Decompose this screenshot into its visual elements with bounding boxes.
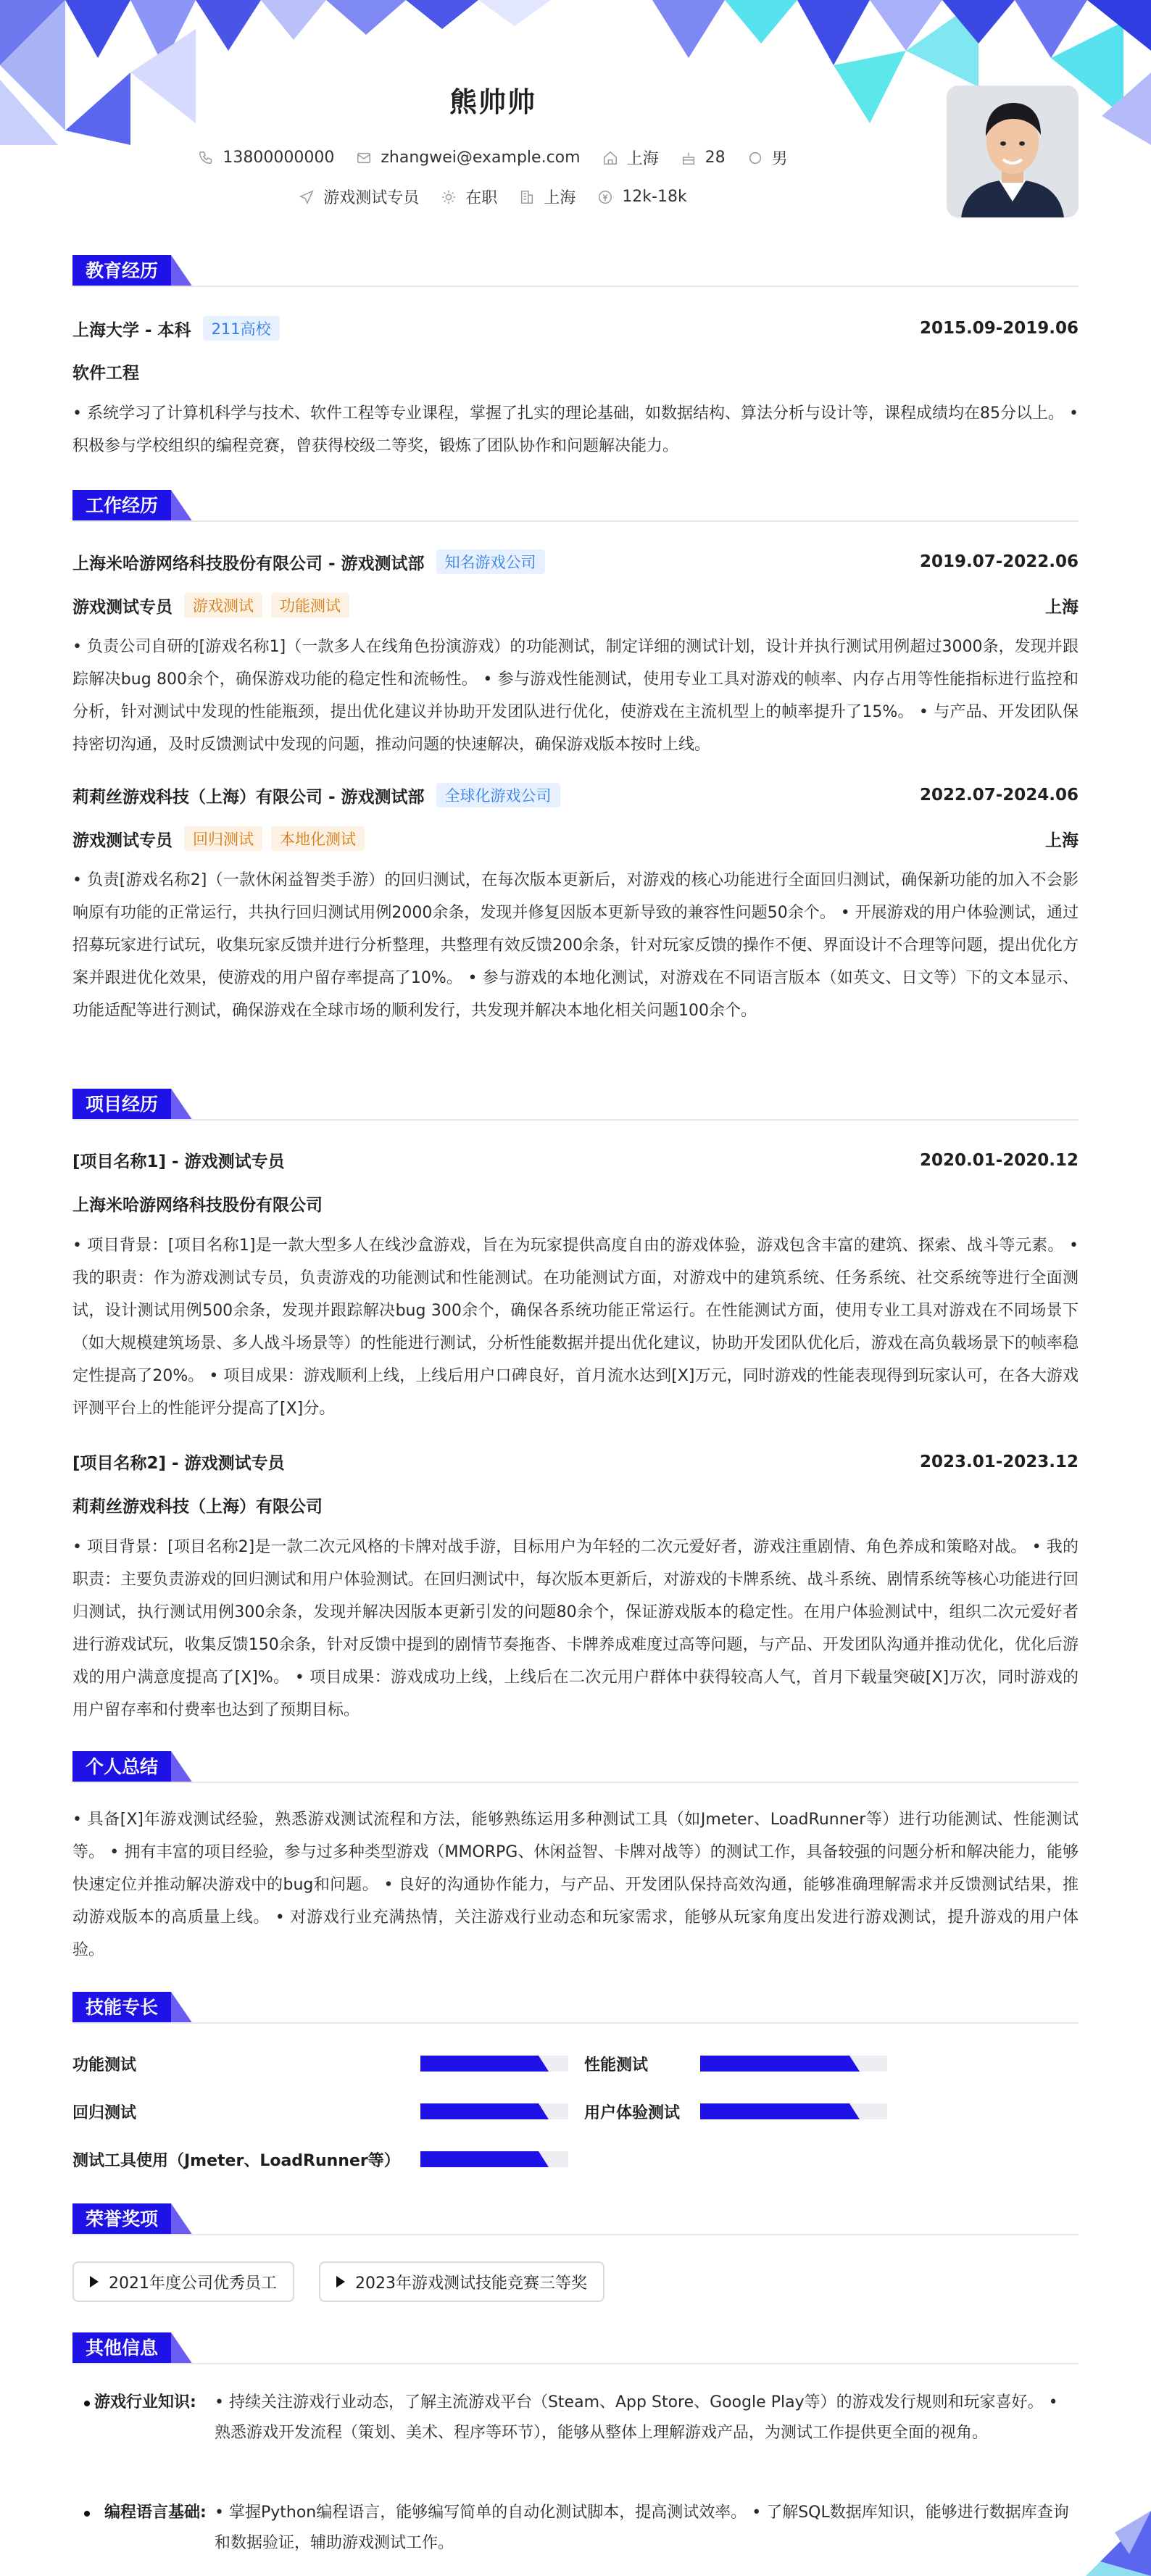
job-role: 游戏测试专员 [72,597,173,617]
other-label [90,2498,207,2528]
gender-item [747,146,788,169]
project-period: 2023.01-2023.12 [919,1452,1079,1471]
section-title: 个人总结 [72,1751,171,1783]
job-1-role [72,593,1079,618]
project-1-company [72,1192,1079,1216]
job-1-header [72,549,1079,574]
skill-tag: 本地化测试 [271,826,365,851]
project-period: 2020.01-2020.12 [919,1150,1079,1170]
major-name: 软件工程 [72,364,139,383]
awards-list [72,2261,1079,2305]
section-header [72,1992,1079,2024]
education-section [72,255,1079,455]
skill-tag: 回归测试 [184,826,262,851]
bullet-icon [84,2401,90,2406]
gear-icon [441,189,457,205]
position-item [299,186,419,208]
job-city: 上海 [1045,831,1079,850]
send-icon [299,189,315,205]
bullet-icon [84,2511,90,2517]
summary-desc: • 具备[X]年游戏测试经验，熟悉游戏测试流程和方法，能够熟练运用多种测试工具（如Jmeter、LoadRunner等）进行功能测试、性能测试等。 • 拥有丰富的项目经验，参与过多种类型游戏（MMORPG、休闲益智、卡牌对战等）的测试工作，具备较强的问题分析和解决能力，能够快速定位并推动解决游戏中的bug和问题。 • 良好的沟通协作能力，与产品、开发团队保持高效沟通，能够准确理解需求并反馈测试结果，推动游戏版本的高质量上线。 • 对游戏行业充满热情，关注游戏行业动态和玩家需求，能够从玩家角度出发进行游戏测试，提升游戏的用户体验。 [72,1811,1079,1959]
education-row [72,316,1079,341]
projects-section [72,1089,1079,1719]
project-1-header [72,1148,1079,1172]
awards-section [72,2203,1079,2293]
job-role: 游戏测试专员 [72,831,173,850]
skill-bar [700,2056,887,2072]
status-item [441,186,497,208]
job-city: 上海 [1045,597,1079,617]
skill-bar [420,2103,568,2119]
gender-text: 男 [771,150,788,168]
work-city-text: 上海 [544,189,576,207]
phone-text: 13800000000 [223,149,335,167]
age-item [681,146,726,169]
avatar [947,86,1079,217]
company-tag: 全球化游戏公司 [436,783,560,807]
section-header [72,255,1079,287]
home-icon [602,150,618,166]
job-2-role [72,826,1079,851]
job-1-desc: • 负责公司自研的[游戏名称1]（一款多人在线角色扮演游戏）的功能测试，制定详细的测试计划，设计并执行测试用例超过3000条，发现并跟踪解决bug 800余个，确保游戏功能的稳定性和流畅性。 • 参与游戏性能测试，使用专业工具对游戏的帧率、内存占用等性能指标进行监控和分析，针对测试中发现的性能瓶颈，提出优化建议并协助开发团队进行优化，使游戏在主流机型上的帧率提升了15%。 • 与产品、开发团队保持密切沟通，及时反馈测试中发现的问题，推动问题的快速解决，确保游戏版本按时上线。 [72,638,1079,754]
skill-name: 用户体验测试 [584,2104,681,2122]
other-item [72,2498,1079,2563]
play-icon [336,2276,345,2288]
gender-icon [747,150,763,166]
work-city-item [519,186,576,208]
section-header [72,490,1079,522]
skill-tag: 功能测试 [271,593,349,618]
skill-bar-fill [420,2103,539,2119]
award-chip[interactable] [72,2261,294,2302]
section-header [72,1751,1079,1783]
school-tag: 211高校 [203,316,280,341]
contact-row [0,146,986,169]
phone-item [198,146,334,169]
other-item [72,2388,1079,2482]
job-row [0,186,986,208]
money-icon [597,189,613,205]
job-period: 2019.07-2022.06 [919,552,1079,571]
other-section [72,2332,1079,2552]
project-company: 莉莉丝游戏科技（上海）有限公司 [72,1497,323,1516]
school-name: 上海大学 - 本科 [72,320,191,340]
skill-bar-fill [700,2056,849,2072]
skill-tag: 游戏测试 [184,593,262,618]
avatar-portrait [947,86,1079,217]
project-name: [项目名称1] - 游戏测试专员 [72,1152,285,1171]
skill-name: 功能测试 [72,2056,137,2074]
section-title: 教育经历 [72,255,171,287]
skill-bar-fill [700,2103,849,2119]
company-tag: 知名游戏公司 [436,549,545,574]
status-text: 在职 [465,189,498,207]
other-value: • 持续关注游戏行业动态，了解主流游戏平台（Steam、App Store、Google Play等）的游戏发行规则和玩家喜好。 • 熟悉游戏开发流程（策划、美术、程序等环节），能够从整体上理解游戏产品，为测试工作提供更全面的视角。 [215,2393,1058,2442]
section-title: 荣誉奖项 [72,2203,171,2235]
candidate-name: 熊帅帅 [449,86,536,118]
company-name: 莉莉丝游戏科技（上海）有限公司 - 游戏测试部 [72,787,425,807]
job-2-desc: • 负责[游戏名称2]（一款休闲益智类手游）的回归测试，在每次版本更新后，对游戏的核心功能进行全面回归测试，确保新功能的加入不会影响原有功能的正常运行，共执行回归测试用例2000余条，发现并修复因版本更新导致的兼容性问题50余个。 • 开展游戏的用户体验测试，通过招募玩家进行试玩，收集玩家反馈并进行分析整理，共整理有效反馈200余条，针对玩家反馈的操作不便、界面设计不合理等问题，提出优化方案并跟进优化效果，使游戏的用户留存率提高了10%。 • 参与游戏的本地化测试，对游戏在不同语言版本（如英文、日文等）下的文本显示、功能适配等进行测试，确保游戏在全球市场的顺利发行，共发现并解决本地化相关问题100余个。 [72,871,1079,1020]
email-item [356,146,580,169]
section-title: 技能专长 [72,1992,171,2024]
section-header [72,1089,1079,1121]
section-title: 其他信息 [72,2332,171,2364]
section-title: 工作经历 [72,490,171,522]
other-value: • 掌握Python编程语言，能够编写简单的自动化测试脚本，提高测试效率。 • 了解SQL数据库知识，能够进行数据库查询和数据验证，辅助游戏测试工作。 [215,2504,1069,2552]
work-section [72,490,1079,1020]
age-text: 28 [705,149,726,167]
award-chip[interactable] [319,2261,604,2302]
mail-icon [356,150,372,166]
salary-item [597,186,686,208]
cake-icon [681,150,697,166]
section-header [72,2203,1079,2235]
skill-bar [700,2103,887,2119]
skill-name: 测试工具使用（Jmeter、LoadRunner等） [72,2152,400,2170]
education-period: 2015.09-2019.06 [919,319,1079,338]
skill-name: 性能测试 [584,2056,649,2074]
project-company: 上海米哈游网络科技股份有限公司 [72,1196,323,1215]
project-1-desc: • 项目背景：[项目名称1]是一款大型多人在线沙盒游戏，旨在为玩家提供高度自由的游戏体验，游戏包含丰富的建筑、探索、战斗等元素。 • 我的职责：作为游戏测试专员，负责游戏的功能测试和性能测试。在功能测试方面，对游戏中的建筑系统、任务系统、社交系统等进行全面测试，设计测试用例500余条，发现并跟踪解决bug 300余个，确保各系统功能正常运行。在性能测试方面，使用专业工具对游戏在不同场景下（如大规模建筑场景、多人战斗场景等）的性能进行测试，分析性能数据并提出优化建议，协助开发团队优化后，游戏在高负载场景下的帧率稳定性提高了20%。 • 项目成果：游戏顺利上线，上线后用户口碑良好，首月流水达到[X]万元，同时游戏的性能表现得到玩家认可，在各大游戏评测平台上的性能评分提高了[X]分。 [72,1237,1079,1418]
project-2-desc: • 项目背景：[项目名称2]是一款二次元风格的卡牌对战手游，目标用户为年轻的二次元爱好者，游戏注重剧情、角色养成和策略对战。 • 我的职责：主要负责游戏的回归测试和用户体验测试。在回归测试中，每次版本更新后，对游戏的卡牌系统、战斗系统、剧情系统等核心功能进行回归测试，执行测试用例300余条，发现并解决因版本更新引发的问题80余个，保证游戏版本的稳定性。在用户体验测试中，组织二次元爱好者进行游戏试玩，收集反馈150余条，针对反馈中提到的剧情节奏拖沓、卡牌养成难度过高等问题，与产品、开发团队沟通并推动优化，优化后游戏的用户满意度提高了[X]%。 • 项目成果：游戏成功上线，上线后在二次元用户群体中获得较高人气，首月下载量突破[X]万次，同时游戏的用户留存率和付费率也达到了预期目标。 [72,1538,1079,1719]
skills-section [72,1992,1079,2170]
play-icon [90,2276,99,2288]
other-label-text: 编程语言基础: [104,2504,207,2522]
major-row [72,360,1079,383]
section-title: 项目经历 [72,1089,171,1121]
building-icon [519,189,535,205]
education-desc: • 系统学习了计算机科学与技术、软件工程等专业课程，掌握了扎实的理论基础，如数据结构、算法分析与设计等，课程成绩均在85分以上。 • 积极参与学校组织的编程竞赛，曾获得校级二等奖，锻炼了团队协作和问题解决能力。 [72,404,1079,455]
section-header [72,2332,1079,2364]
other-label-text: 游戏行业知识: [94,2393,196,2411]
skill-bar [420,2056,568,2072]
salary-text: 12k-18k [622,188,687,206]
company-name: 上海米哈游网络科技股份有限公司 - 游戏测试部 [72,554,425,573]
other-label [94,2388,196,2418]
project-2-header [72,1450,1079,1474]
city-text: 上海 [626,150,659,168]
skill-bar-fill [420,2151,539,2167]
email-text: zhangwei@example.com [381,149,581,167]
corner-decoration [1086,2511,1151,2576]
project-2-company [72,1493,1079,1517]
position-text: 游戏测试专员 [323,189,420,207]
award-text: 2023年游戏测试技能竞赛三等奖 [355,2274,587,2293]
job-2-header [72,783,1079,807]
skill-bar [420,2151,568,2167]
skill-name: 回归测试 [72,2104,137,2122]
job-period: 2022.07-2024.06 [919,786,1079,805]
city-item [602,146,659,169]
project-name: [项目名称2] - 游戏测试专员 [72,1454,285,1473]
summary-section [72,1751,1079,1959]
award-text: 2021年度公司优秀员工 [109,2274,277,2293]
skill-bar-fill [420,2056,539,2072]
phone-icon [198,150,214,166]
